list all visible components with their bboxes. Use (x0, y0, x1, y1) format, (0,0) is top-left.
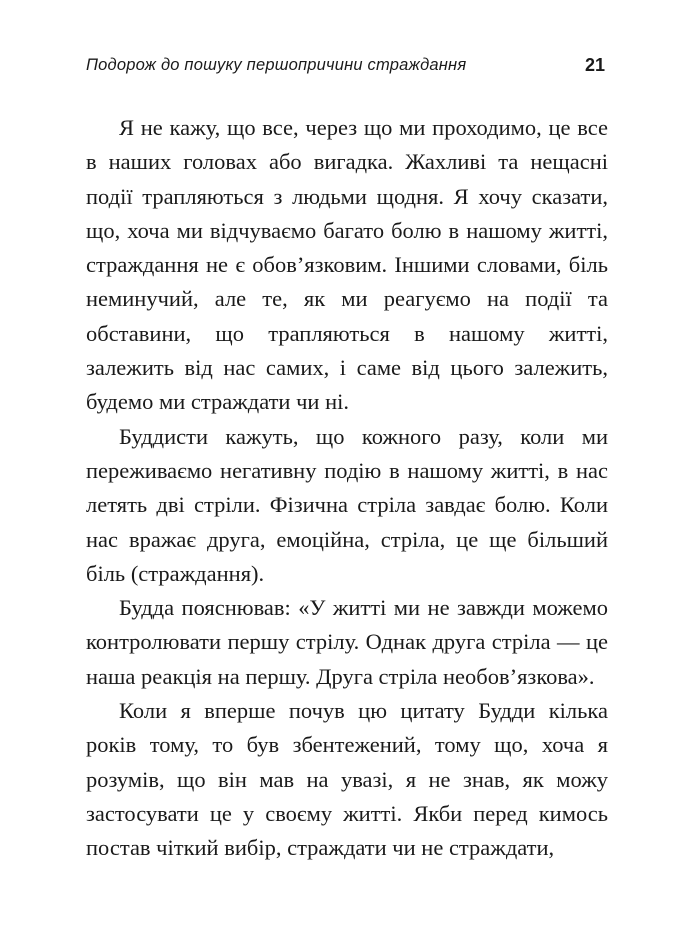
running-title: Подорож до пошуку першопричини страждання (86, 56, 467, 74)
paragraph-3: Будда пояснював: «У житті ми не завжди можемо контролювати першу стрілу. Однак друга стріла — це наша реакція на першу. Друга стріла необов’язкова». (86, 595, 608, 689)
page-number: 21 (584, 55, 605, 75)
paragraph-2: Буддисти кажуть, що кожного разу, коли ми переживаємо негативну подію в нашому житті, в нас летять дві стріли. Фізична стріла завдає болю. Коли нас вражає друга, емоційна, стріла, це ще більший біль (страждання). (86, 423, 608, 586)
paragraph-4: Коли я вперше почув цю цитату Будди кілька років тому, то був збентежений, тому що, хоча я розумів, що він мав на увазі, я не знав, як можу застосувати це у своєму житті. Якби перед кимось постав чіткий вибір, страждати чи не страждати, (86, 698, 608, 861)
body-text (86, 111, 608, 866)
page-header (86, 48, 605, 76)
paragraph-1: Я не кажу, що все, через що ми проходимо, це все в наших головах або вигадка. Жахливі та нещасні події трапляються з людьми щодня. Я хочу сказати, що, хоча ми відчуваємо багато болю в нашому житті, страждання не є обов’язковим. Іншими словами, біль неминучий, але те, як ми реагуємо на події та обставини, що трапляються в нашому житті, залежить від нас самих, і саме від цього залежить, будемо ми страждати чи ні. (86, 115, 608, 415)
